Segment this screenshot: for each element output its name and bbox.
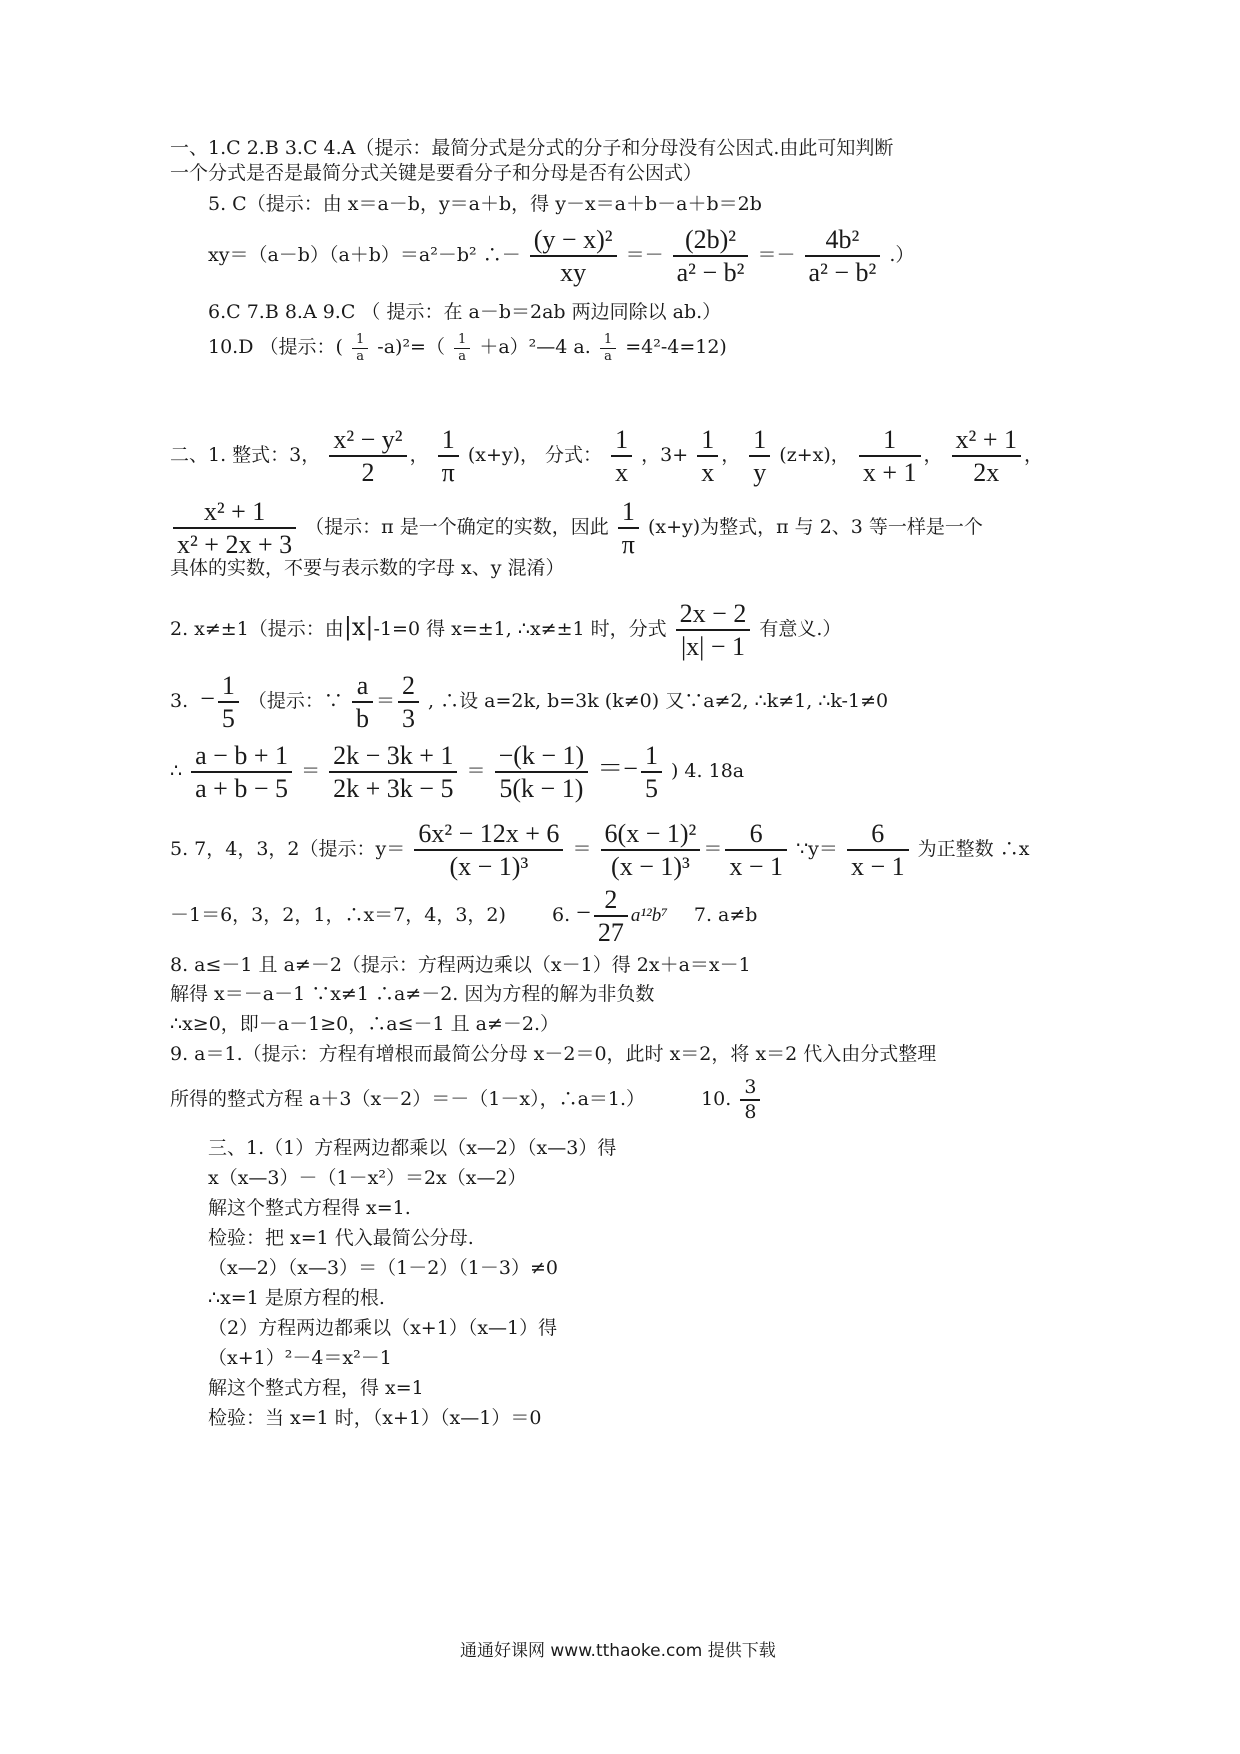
s3-line-10: 检验：当 x=1 时，（x+1）（x—1）＝0: [208, 1407, 542, 1429]
s2-q10-frac: $\frac{3}{8}$: [740, 1076, 760, 1124]
s2-frac-1: $\frac{\text{x² − y²}}{2}$: [329, 424, 406, 488]
s3-line-5: （x—2）（x—3）＝（1－2）（1－3）≠0: [208, 1257, 558, 1279]
s2-frac-7: $\frac{\text{x² + 1}}{2x}$: [952, 424, 1021, 488]
s2-q5-frac-4: $\frac{6}{x - 1}$: [847, 818, 909, 882]
s2-q5: 5. 7，4，3，2（提示：y＝ $\frac{\text{6x² − 12x + 6}}{\text{(x − 1)³}}$ ＝ $\frac{\text{6(x − 1)²}}{\text{(x − 1)³}}$ ＝ $\frac{6}{x - 1}$ ∵y＝ $\frac{6}{x - 1}$ 为正整数 ∴x: [170, 819, 1030, 882]
s3-line-9: 解这个整式方程，得 x=1: [208, 1377, 424, 1399]
s2-q5-cont: －1＝6，3，2，1，∴x＝7，4，3，2) 6. − $\frac{2}{27}$ a¹²b⁷ 7. a≠b: [170, 885, 758, 948]
s2-q5-frac-3: $\frac{6}{x - 1}$: [725, 818, 787, 882]
s3-line-7: （2）方程两边都乘以（x+1）（x—1）得: [208, 1317, 558, 1339]
s2-q1-line1: 二、1. 整式：3， $\frac{\text{x² − y²}}{2}$ ， $\frac{1}{\pi}$ (x+y)， 分式： $\frac{1}{x}$ ，3+ $\frac{1}{x}$ ， $\frac{1}{y}$ (z+x)， $\frac{1}{x + 1}$ ， $\frac{\text{x² + 1}}{2x}$ ，: [170, 425, 1044, 488]
answer-line-1: 一、1.C 2.B 3.C 4.A（提示：最简分式是分式的分子和分母没有公因式.由此可知判断: [170, 137, 894, 159]
s2-q3-frac-ab: $\frac{a}{b}$: [352, 670, 373, 734]
s2-q1-line2: $\frac{\text{x² + 1}}{\text{x² + 2x + 3}}$ （提示：π 是一个确定的实数，因此 $\frac{1}{\pi}$ (x+y)为整式，π 与 2、3 等一样是一个: [170, 496, 983, 560]
s2-q3-calc: ∴ $\frac{a - b + 1}{a + b - 5}$ ＝ $\frac{2k - 3k + 1}{2k + 3k - 5}$ ＝ $\frac{-(k - 1)}{5(k - 1)}$ ＝− $\frac{1}{5}$ ) 4. 18a: [170, 741, 745, 804]
answer-q5: 5. C（提示：由 x＝a－b，y＝a＋b，得 y－x＝a＋b－a＋b＝2b: [208, 193, 762, 215]
s2-q9-line2: 所得的整式方程 a＋3（x－2）＝－（1－x），∴a＝1.） 10. $\frac{3}{8}$: [170, 1076, 763, 1124]
q10-frac-2: $\frac{1}{a}$: [454, 332, 470, 364]
answer-q5-formula: xy＝（a－b）（a＋b）＝a²－b² ∴－ $\frac{\text{(y − x)²}}{xy}$ ＝－ $\frac{\text{(2b)²}}{\text{a² − b²}}$ ＝－ $\frac{\text{4b²}}{\text{a² − b²}}$ .）: [208, 225, 915, 288]
s2-q3: 3. − $\frac{1}{5}$ （提示：∵ $\frac{a}{b}$ ＝ $\frac{2}{3}$ , ∴设 a=2k, b=3k (k≠0) 又∵a≠2, ∴k≠1, ∴k-1≠0: [170, 671, 889, 734]
s2-q3-frac-answer: $\frac{1}{5}$: [218, 670, 239, 734]
q10-frac-1: $\frac{1}{a}$: [352, 332, 368, 364]
s2-q3-frac-3: $\frac{-(k - 1)}{5(k - 1)}$: [495, 740, 589, 804]
s2-q3-frac-23: $\frac{2}{3}$: [398, 670, 419, 734]
answer-q6-9: 6.C 7.B 8.A 9.C （ 提示：在 a－b＝2ab 两边同除以 ab.）: [208, 301, 722, 323]
q5-frac-3: $\frac{\text{4b²}}{\text{a² − b²}}$: [805, 224, 881, 288]
s2-q5-frac-1: $\frac{\text{6x² − 12x + 6}}{\text{(x − 1)³}}$: [414, 818, 563, 882]
s2-q5-frac-2: $\frac{\text{6(x − 1)²}}{\text{(x − 1)³}}$: [601, 818, 701, 882]
s2-frac-4: $\frac{1}{x}$: [697, 424, 718, 488]
s3-line-8: （x+1）²－4＝x²－1: [208, 1347, 392, 1369]
s2-q8-line1: 8. a≤－1 且 a≠－2（提示：方程两边乘以（x－1）得 2x＋a＝x－1: [170, 954, 751, 976]
s2-frac-5: $\frac{1}{y}$: [749, 424, 770, 488]
s2-q6-frac: $\frac{2}{27}$: [594, 884, 628, 948]
q5-text: xy＝（a－b）（a＋b）＝a²－b² ∴－: [208, 244, 521, 267]
s2-q3-frac-1: $\frac{a - b + 1}{a + b - 5}$: [191, 740, 292, 804]
s3-line-1: 三、1.（1）方程两边都乘以（x—2）（x—3）得: [208, 1137, 617, 1159]
answer-line-2: 一个分式是否是最简分式关键是要看分子和分母是否有公因式）: [170, 162, 703, 184]
s2-q2: 2. x≠±1（提示：由|x|-1=0 得 x=±1, ∴x≠±1 时，分式 $\frac{2x - 2}{|x| - 1}$ 有意义.）: [170, 599, 842, 662]
s3-line-3: 解这个整式方程得 x=1.: [208, 1197, 411, 1219]
page-footer: 通通好课网 www.tthaoke.com 提供下载: [460, 1641, 776, 1661]
s3-line-6: ∴x=1 是原方程的根.: [208, 1287, 385, 1309]
s2-q2-frac: $\frac{2x - 2}{|x| - 1}$: [676, 598, 751, 662]
s2-q8-line2: 解得 x＝－a－1 ∵x≠1 ∴a≠－2. 因为方程的解为非负数: [170, 983, 655, 1005]
s2-q3-frac-2: $\frac{2k - 3k + 1}{2k + 3k - 5}$: [329, 740, 457, 804]
s3-line-4: 检验：把 x=1 代入最简公分母.: [208, 1227, 474, 1249]
s2-frac-8: $\frac{\text{x² + 1}}{\text{x² + 2x + 3}}$: [173, 496, 296, 560]
s2-q8-line3: ∴x≥0，即－a－1≥0，∴a≤－1 且 a≠－2.）: [170, 1013, 560, 1035]
s2-frac-2: $\frac{1}{\pi}$: [438, 424, 459, 488]
s2-frac-6: $\frac{1}{x + 1}$: [859, 424, 921, 488]
q5-frac-1: $\frac{\text{(y − x)²}}{xy}$: [530, 224, 617, 288]
answer-q10: 10.D （提示：( $\frac{1}{a}$ -a)²=（ $\frac{1}{a}$ ＋a）²—4 a. $\frac{1}{a}$ =4²-4=12): [208, 332, 727, 364]
s3-line-2: x（x—3）－（1－x²）＝2x（x—2）: [208, 1167, 527, 1189]
s2-frac-9: $\frac{1}{\pi}$: [618, 496, 639, 560]
q5-frac-2: $\frac{\text{(2b)²}}{\text{a² − b²}}$: [673, 224, 749, 288]
s2-q3-frac-4: $\frac{1}{5}$: [641, 740, 662, 804]
s2-q9-line1: 9. a＝1.（提示：方程有增根而最简公分母 x－2＝0，此时 x＝2，将 x＝2 代入由分式整理: [170, 1043, 937, 1065]
q10-frac-3: $\frac{1}{a}$: [600, 332, 616, 364]
s2-q1-line3: 具体的实数，不要与表示数的字母 x、y 混淆）: [170, 557, 565, 579]
s2-frac-3: $\frac{1}{x}$: [611, 424, 632, 488]
